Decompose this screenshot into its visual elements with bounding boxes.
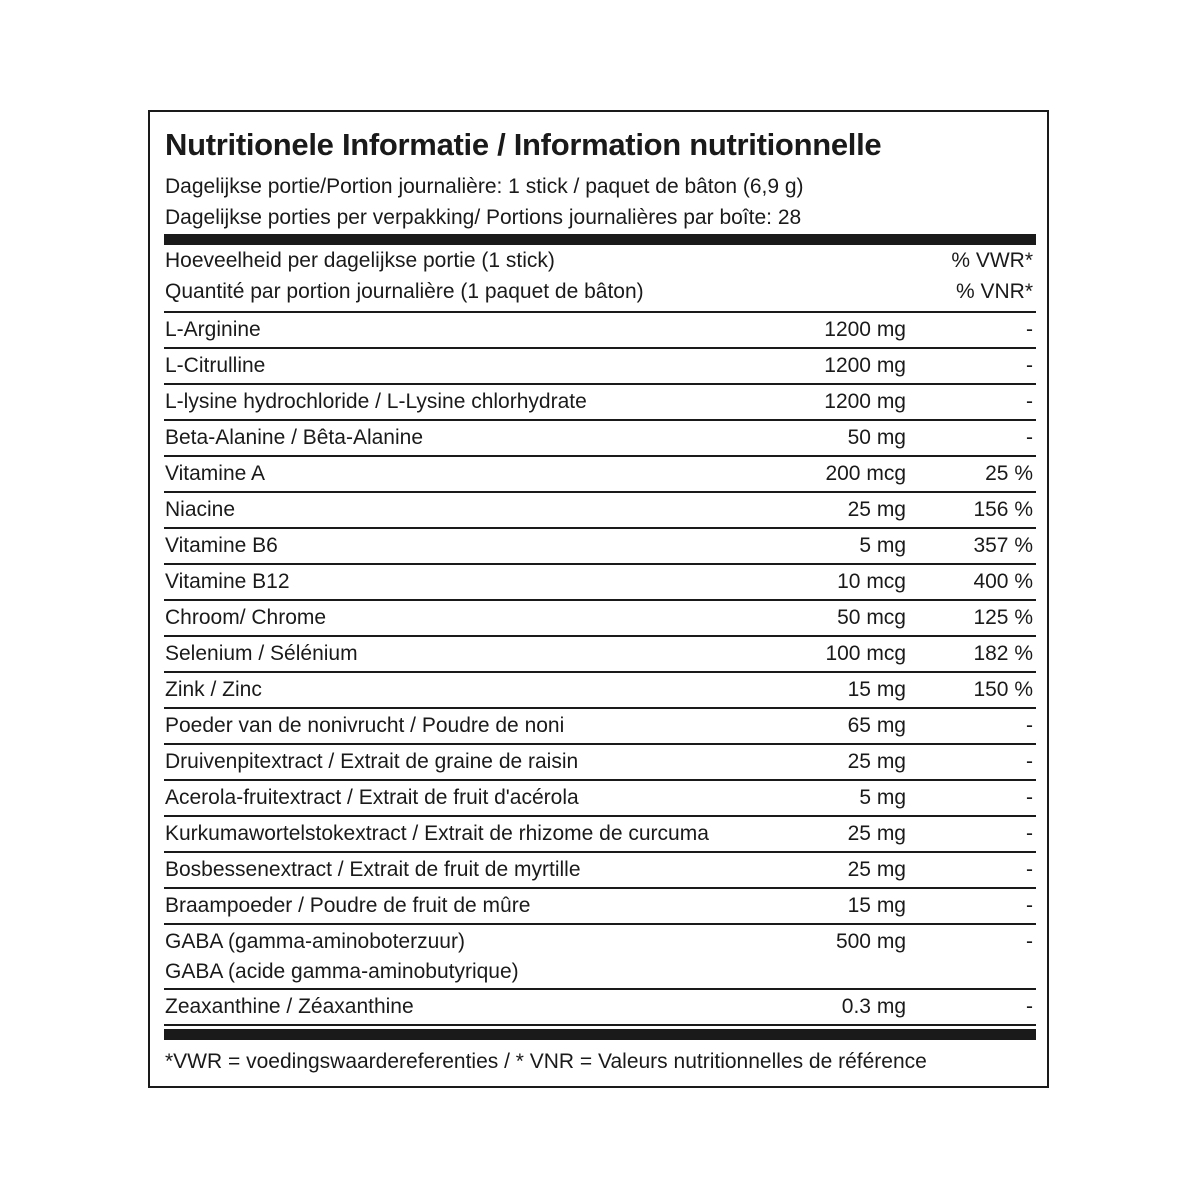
- header-amount-label-fr: Quantité par portion journalière (1 paquet de bâton): [165, 280, 644, 303]
- nutrient-name: [165, 925, 519, 987]
- nutrient-reference-percent: -: [1026, 318, 1033, 341]
- nutrient-name: [165, 889, 530, 921]
- nutrient-reference-percent: 125 %: [973, 606, 1033, 629]
- nutrient-name-line: Vitamine B6: [165, 534, 278, 557]
- nutrient-name-line: L-Citrulline: [165, 354, 266, 377]
- table-row: [164, 781, 1036, 817]
- nutrient-name: [165, 349, 265, 381]
- nutrient-name: [165, 457, 265, 489]
- nutrient-reference-percent: -: [1026, 750, 1033, 773]
- nutrient-name-line: Selenium / Sélénium: [165, 642, 358, 665]
- nutrient-name-line: Chroom/ Chrome: [165, 606, 327, 629]
- divider-thick-top: [164, 234, 1036, 245]
- nutrient-name-line: Acerola-fruitextract / Extrait de fruit d'acérola: [165, 786, 579, 809]
- nutrient-name-line: Kurkumawortelstokextract / Extrait de rhizome de curcuma: [165, 822, 709, 845]
- header-percent-label-nl: % VWR*: [951, 249, 1033, 272]
- table-row: [164, 385, 1036, 421]
- table-row: [164, 925, 1036, 990]
- nutrient-amount: 25 mg: [847, 858, 906, 881]
- table-row: [164, 990, 1036, 1026]
- nutrient-name: [165, 817, 709, 849]
- nutrient-reference-percent: 182 %: [973, 642, 1033, 665]
- nutrient-amount: 25 mg: [847, 498, 906, 521]
- nutrient-name-line: Vitamine B12: [165, 570, 290, 593]
- nutrient-name-line: L-Arginine: [165, 318, 261, 341]
- table-row: [164, 745, 1036, 781]
- nutrient-amount: 500 mg: [835, 930, 906, 953]
- nutrient-name: [165, 637, 358, 669]
- table-row: [164, 637, 1036, 673]
- nutrient-amount: 1200 mg: [824, 390, 906, 413]
- nutrient-amount: 0.3 mg: [841, 995, 906, 1018]
- nutrient-amount: 25 mg: [847, 750, 906, 773]
- table-row: [164, 493, 1036, 529]
- nutrient-reference-percent: 150 %: [973, 678, 1033, 701]
- header-percent-label-fr: % VNR*: [955, 280, 1033, 303]
- nutrient-name-line: Zeaxanthine / Zéaxanthine: [165, 995, 414, 1018]
- nutrient-name-line: Vitamine A: [165, 462, 266, 485]
- nutrient-reference-percent: -: [1026, 714, 1033, 737]
- nutrient-name: [165, 853, 581, 885]
- nutrient-name-line: Zink / Zinc: [165, 678, 262, 701]
- portions-per-pack-text: Dagelijkse porties per verpakking/ Portions journalières par boîte: 28: [165, 206, 802, 229]
- nutrient-amount: 25 mg: [847, 822, 906, 845]
- nutrient-name-line: GABA (gamma-aminoboterzuur): [165, 930, 465, 953]
- nutrient-reference-percent: -: [1026, 786, 1033, 809]
- table-row: [164, 457, 1036, 493]
- nutrient-amount: 50 mcg: [837, 606, 906, 629]
- nutrient-name: [165, 673, 262, 705]
- nutrient-name-line: Braampoeder / Poudre de fruit de mûre: [165, 894, 531, 917]
- nutrient-amount: 1200 mg: [824, 354, 906, 377]
- nutrient-name: [165, 745, 578, 777]
- nutrient-name: [165, 990, 414, 1022]
- panel-title: Nutritionele Informatie / Information nutritionnelle: [165, 127, 882, 162]
- table-row: [164, 709, 1036, 745]
- table-row: [164, 529, 1036, 565]
- nutrient-name: [165, 493, 235, 525]
- footnote: *VWR = voedingswaardereferenties / * VNR = Valeurs nutritionnelles de référence: [165, 1050, 927, 1073]
- nutrient-amount: 15 mg: [847, 894, 906, 917]
- nutrient-reference-percent: -: [1026, 390, 1033, 413]
- nutrient-reference-percent: -: [1026, 426, 1033, 449]
- nutrient-reference-percent: 357 %: [973, 534, 1033, 557]
- table-header: [164, 246, 1036, 308]
- nutrient-amount: 200 mcg: [825, 462, 906, 485]
- nutrient-name-line: Poeder van de nonivrucht / Poudre de noni: [165, 714, 565, 737]
- nutrient-name-line: Niacine: [165, 498, 236, 521]
- nutrient-reference-percent: -: [1026, 930, 1033, 953]
- serving-size-text: Dagelijkse portie/Portion journalière: 1 stick / paquet de bâton (6,9 g): [165, 175, 804, 198]
- nutrient-name-line: Beta-Alanine / Bêta-Alanine: [165, 426, 423, 449]
- nutrient-name-line: Bosbessenextract / Extrait de fruit de myrtille: [165, 858, 581, 881]
- nutrient-amount: 5 mg: [859, 786, 906, 809]
- table-row: [164, 817, 1036, 853]
- table-row: [164, 349, 1036, 385]
- header-amount-label-nl: Hoeveelheid per dagelijkse portie (1 stick): [165, 249, 555, 272]
- nutrient-name-line: GABA (acide gamma-aminobutyrique): [165, 960, 519, 983]
- nutrient-name: [165, 709, 564, 741]
- nutrient-reference-percent: 156 %: [973, 498, 1033, 521]
- nutrient-name: [165, 385, 587, 417]
- header-row-french: [164, 277, 1036, 308]
- nutrient-reference-percent: -: [1026, 354, 1033, 377]
- nutrient-amount: 50 mg: [847, 426, 906, 449]
- table-row: [164, 853, 1036, 889]
- table-row: [164, 889, 1036, 925]
- header-row-dutch: [164, 246, 1036, 277]
- nutrient-reference-percent: -: [1026, 822, 1033, 845]
- nutrient-table: [164, 311, 1036, 1026]
- nutrient-name: [165, 565, 290, 597]
- table-row: [164, 421, 1036, 457]
- nutrient-name: [165, 313, 261, 345]
- table-row: [164, 565, 1036, 601]
- divider-thick-bottom: [164, 1029, 1036, 1040]
- nutrient-reference-percent: -: [1026, 894, 1033, 917]
- nutrient-name-line: Druivenpitextract / Extrait de graine de raisin: [165, 750, 579, 773]
- nutrient-reference-percent: -: [1026, 858, 1033, 881]
- nutrition-facts-panel: [148, 110, 1049, 1088]
- nutrient-amount: 5 mg: [859, 534, 906, 557]
- nutrient-name: [165, 421, 423, 453]
- table-row: [164, 673, 1036, 709]
- nutrient-amount: 10 mcg: [837, 570, 906, 593]
- nutrient-amount: 15 mg: [847, 678, 906, 701]
- nutrient-reference-percent: -: [1026, 995, 1033, 1018]
- nutrient-amount: 1200 mg: [824, 318, 906, 341]
- nutrient-amount: 100 mcg: [825, 642, 906, 665]
- nutrient-name: [165, 781, 579, 813]
- nutrient-reference-percent: 25 %: [985, 462, 1033, 485]
- table-row: [164, 313, 1036, 349]
- nutrient-name-line: L-lysine hydrochloride / L-Lysine chlorhydrate: [165, 390, 587, 413]
- nutrient-amount: 65 mg: [847, 714, 906, 737]
- table-row: [164, 601, 1036, 637]
- nutrient-reference-percent: 400 %: [973, 570, 1033, 593]
- nutrient-name: [165, 529, 278, 561]
- nutrient-name: [165, 601, 326, 633]
